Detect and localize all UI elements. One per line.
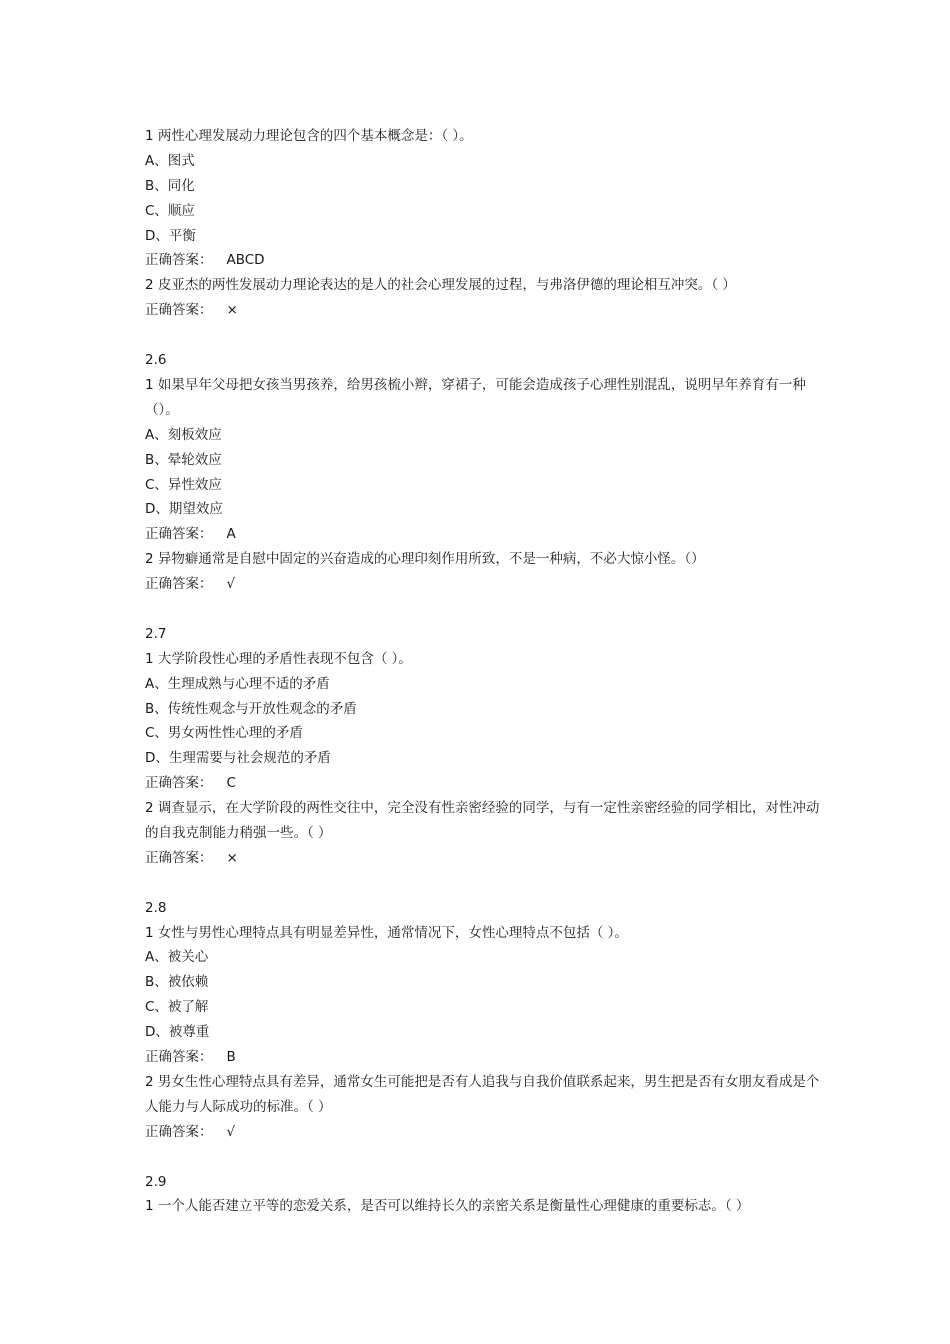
option-b: B、同化 bbox=[145, 177, 195, 194]
answer-line bbox=[145, 846, 825, 871]
option-b: B、被依赖 bbox=[145, 974, 209, 991]
answer-label: 正确答案： bbox=[145, 1123, 213, 1140]
answer-label: 正确答案： bbox=[145, 576, 213, 593]
answer-label: 正确答案： bbox=[145, 1049, 213, 1066]
section bbox=[145, 622, 825, 871]
section-heading: 2.8 bbox=[145, 899, 167, 916]
answer-line bbox=[145, 771, 825, 796]
section bbox=[145, 1170, 825, 1220]
question-text: 1 两性心理发展动力理论包含的四个基本概念是：（ ）。 bbox=[145, 128, 473, 144]
question-text: 1 一个人能否建立平等的恋爱关系，是否可以维持长久的亲密关系是衡量性心理健康的重要标志。（ ） bbox=[145, 1198, 750, 1215]
option-c: C、顺应 bbox=[145, 202, 195, 219]
option-d: D、生理需要与社会规范的矛盾 bbox=[145, 750, 331, 767]
section-heading: 2.7 bbox=[145, 625, 167, 642]
answer-label: 正确答案： bbox=[145, 526, 213, 543]
answer-label: 正确答案： bbox=[145, 302, 213, 319]
option-c: C、男女两性性心理的矛盾 bbox=[145, 725, 303, 742]
question-text: 2 皮亚杰的两性发展动力理论表达的是人的社会心理发展的过程，与弗洛伊德的理论相互冲突。（ ） bbox=[145, 277, 736, 294]
question-text: 2 调查显示，在大学阶段的两性交往中，完全没有性亲密经验的同学，与有一定性亲密经验的同学相比，对性冲动的自我克制能力稍强一些。（ ） bbox=[145, 800, 820, 841]
question-text: 1 大学阶段性心理的矛盾性表现不包含（ ）。 bbox=[145, 650, 412, 667]
answer-label: 正确答案： bbox=[145, 252, 213, 269]
question-text: 1 如果早年父母把女孩当男孩养，给男孩梳小辫，穿裙子，可能会造成孩子心理性别混乱，说明早年养育有一种（）。 bbox=[145, 376, 806, 418]
section bbox=[145, 124, 825, 323]
answer-value: × bbox=[226, 849, 238, 866]
section-heading: 2.9 bbox=[145, 1173, 167, 1190]
option-a: A、刻板效应 bbox=[145, 426, 222, 443]
answer-value: B bbox=[226, 1049, 236, 1066]
option-b: B、传统性观念与开放性观念的矛盾 bbox=[145, 700, 357, 717]
answer-line bbox=[145, 522, 825, 547]
answer-value: √ bbox=[226, 1123, 236, 1140]
section bbox=[145, 348, 825, 597]
answer-value: × bbox=[226, 302, 238, 319]
answer-value: A bbox=[226, 526, 236, 543]
answer-value: ABCD bbox=[226, 252, 265, 269]
answer-label: 正确答案： bbox=[145, 775, 213, 792]
answer-value: √ bbox=[226, 576, 236, 593]
answer-label: 正确答案： bbox=[145, 849, 213, 866]
document-page bbox=[145, 124, 825, 1219]
option-d: D、期望效应 bbox=[145, 501, 223, 518]
section-heading: 2.6 bbox=[145, 352, 167, 369]
answer-line bbox=[145, 298, 825, 323]
option-c: C、异性效应 bbox=[145, 476, 222, 493]
option-c: C、被了解 bbox=[145, 999, 209, 1016]
option-d: D、被尊重 bbox=[145, 1024, 210, 1041]
answer-line bbox=[145, 248, 825, 273]
option-a: A、生理成熟与心理不适的矛盾 bbox=[145, 675, 330, 692]
option-d: D、平衡 bbox=[145, 227, 196, 244]
answer-value: C bbox=[226, 775, 236, 792]
question-text: 2 异物癖通常是自慰中固定的兴奋造成的心理印刻作用所致，不是一种病，不必大惊小怪。（） bbox=[145, 551, 705, 568]
option-a: A、图式 bbox=[145, 152, 195, 169]
section bbox=[145, 896, 825, 1145]
question-text: 1 女性与男性心理特点具有明显差异性，通常情况下，女性心理特点不包括（ ）。 bbox=[145, 924, 628, 941]
answer-line bbox=[145, 572, 825, 597]
answer-line bbox=[145, 1045, 825, 1070]
question-text: 2 男女生性心理特点具有差异，通常女生可能把是否有人追我与自我价值联系起来，男生把是否有女朋友看成是个人能力与人际成功的标准。（ ） bbox=[145, 1073, 820, 1115]
option-b: B、晕轮效应 bbox=[145, 451, 222, 468]
option-a: A、被关心 bbox=[145, 949, 209, 966]
answer-line bbox=[145, 1120, 825, 1145]
